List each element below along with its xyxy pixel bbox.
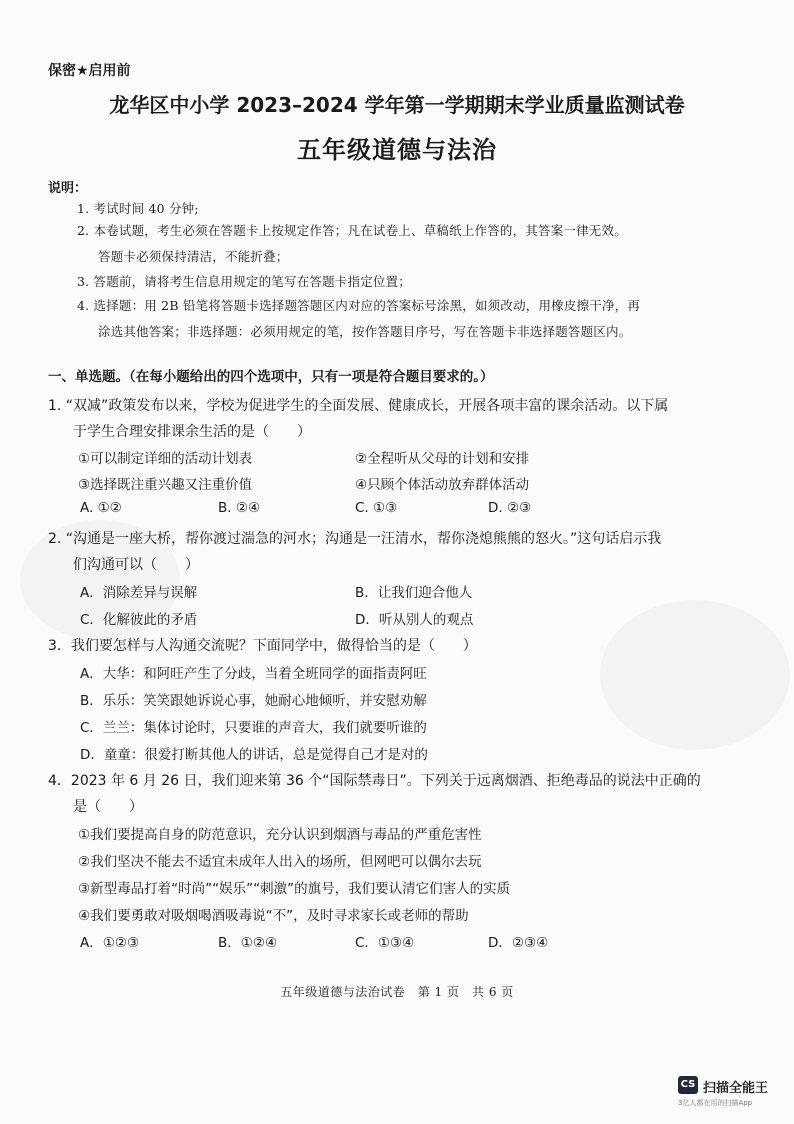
- statement-4: ④我们要勇敢对吸烟喝酒吸毒说“不”，及时寻求家长或老师的帮助: [78, 908, 469, 924]
- instruction-item: 1. 考试时间 40 分钟;: [77, 201, 199, 216]
- statement-1: ①我们要提高自身的防范意识，充分认识到烟酒与毒品的严重危害性: [78, 827, 482, 843]
- question-4-text: 4．2023 年 6 月 26 日，我们迎来第 36 个“国际禁毒日”。下列关于远离烟酒、拒绝毒品的说法中正确的: [48, 773, 701, 789]
- section-heading: 一、单选题。（在每小题给出的四个选项中，只有一项是符合题目要求的。）: [48, 369, 494, 385]
- instruction-item: 答题卡必须保持清洁，不能折叠；: [98, 249, 289, 264]
- option-a: A．大华：和阿旺产生了分歧，当着全班同学的面指责阿旺: [80, 666, 427, 682]
- statement-2: ②我们坚决不能去不适宜未成年人出入的场所，但网吧可以偶尔去玩: [78, 854, 482, 870]
- question-1-text: 1. “双减”政策发布以来，学校为促进学生的全面发展、健康成长，开展各项丰富的课余活动。以下属: [48, 398, 669, 414]
- option-c: C．①③④: [355, 935, 415, 951]
- statement-3: ③新型毒品打着“时尚”“娱乐”“刺激”的旗号，我们要认清它们害人的实质: [78, 881, 511, 897]
- camscanner-logo-icon: CS: [678, 1076, 698, 1094]
- page-footer: 五年级道德与法治试卷 第 1 页 共 6 页: [280, 985, 514, 999]
- option-b: B．乐乐：笑笑跟她诉说心事，她耐心地倾听，并安慰劝解: [80, 693, 427, 709]
- option-d: D．②③④: [488, 935, 549, 951]
- subject-title: 五年级道德与法治: [297, 136, 497, 164]
- option-b: B．①②④: [218, 935, 278, 951]
- confidential-mark: 保密★启用前: [48, 63, 131, 79]
- scan-smudge: [600, 600, 790, 750]
- statement-4: ④只顾个体活动放弃群体活动: [355, 477, 530, 493]
- option-c: C. ①③: [355, 500, 398, 516]
- question-4-text: 是（ ）: [73, 799, 143, 815]
- question-1-text: 于学生合理安排课余生活的是（ ）: [73, 424, 311, 440]
- exam-title: 龙华区中小学 2023–2024 学年第一学期期末学业质量监测试卷: [109, 93, 685, 117]
- option-c: C．兰兰：集体讨论时，只要谁的声音大，我们就要听谁的: [80, 720, 427, 736]
- question-2-text: 2. “沟通是一座大桥，帮你渡过湍急的河水；沟通是一汪清水，帮你浇熄熊熊的怒火。”这句话启示我: [48, 531, 662, 547]
- option-a: A. ①②: [80, 500, 122, 516]
- question-3-text: 3．我们要怎样与人沟通交流呢？下面同学中，做得恰当的是（ ）: [48, 638, 477, 654]
- statement-3: ③选择既注重兴趣又注重价值: [78, 477, 253, 493]
- instruction-item: 3. 答题前，请将考生信息用规定的笔写在答题卡指定位置；: [77, 274, 412, 289]
- option-b: B. ②④: [218, 500, 261, 516]
- question-2-text: 们沟通可以（ ）: [73, 557, 199, 573]
- statement-2: ②全程听从父母的计划和安排: [355, 451, 530, 467]
- option-b: B．让我们迎合他人: [355, 585, 473, 601]
- camscanner-name: 扫描全能王: [703, 1081, 769, 1096]
- instruction-item: 涂选其他答案；非选择题：必须用规定的笔，按作答题目序号，写在答题卡非选择题答题区内。: [98, 324, 632, 339]
- camscanner-tagline: 3亿人都在用的扫描App: [678, 1099, 753, 1107]
- statement-1: ①可以制定详细的活动计划表: [78, 451, 253, 467]
- option-a: A．①②③: [80, 935, 140, 951]
- instructions-label: 说明：: [48, 181, 88, 196]
- instruction-item: 4. 选择题：用 2B 铅笔将答题卡选择题答题区内对应的答案标号涂黑，如须改动，用橡皮擦干净，再: [77, 298, 641, 313]
- instruction-item: 2. 本卷试题，考生必须在答题卡上按规定作答；凡在试卷上、草稿纸上作答的，其答案一律无效。: [77, 223, 627, 238]
- option-d: D. ②③: [488, 500, 532, 516]
- option-a: A．消除差异与误解: [80, 585, 198, 601]
- option-d: D．听从别人的观点: [355, 612, 474, 628]
- option-c: C．化解彼此的矛盾: [80, 612, 198, 628]
- option-d: D．童童：很爱打断其他人的讲话，总是觉得自己才是对的: [80, 747, 428, 763]
